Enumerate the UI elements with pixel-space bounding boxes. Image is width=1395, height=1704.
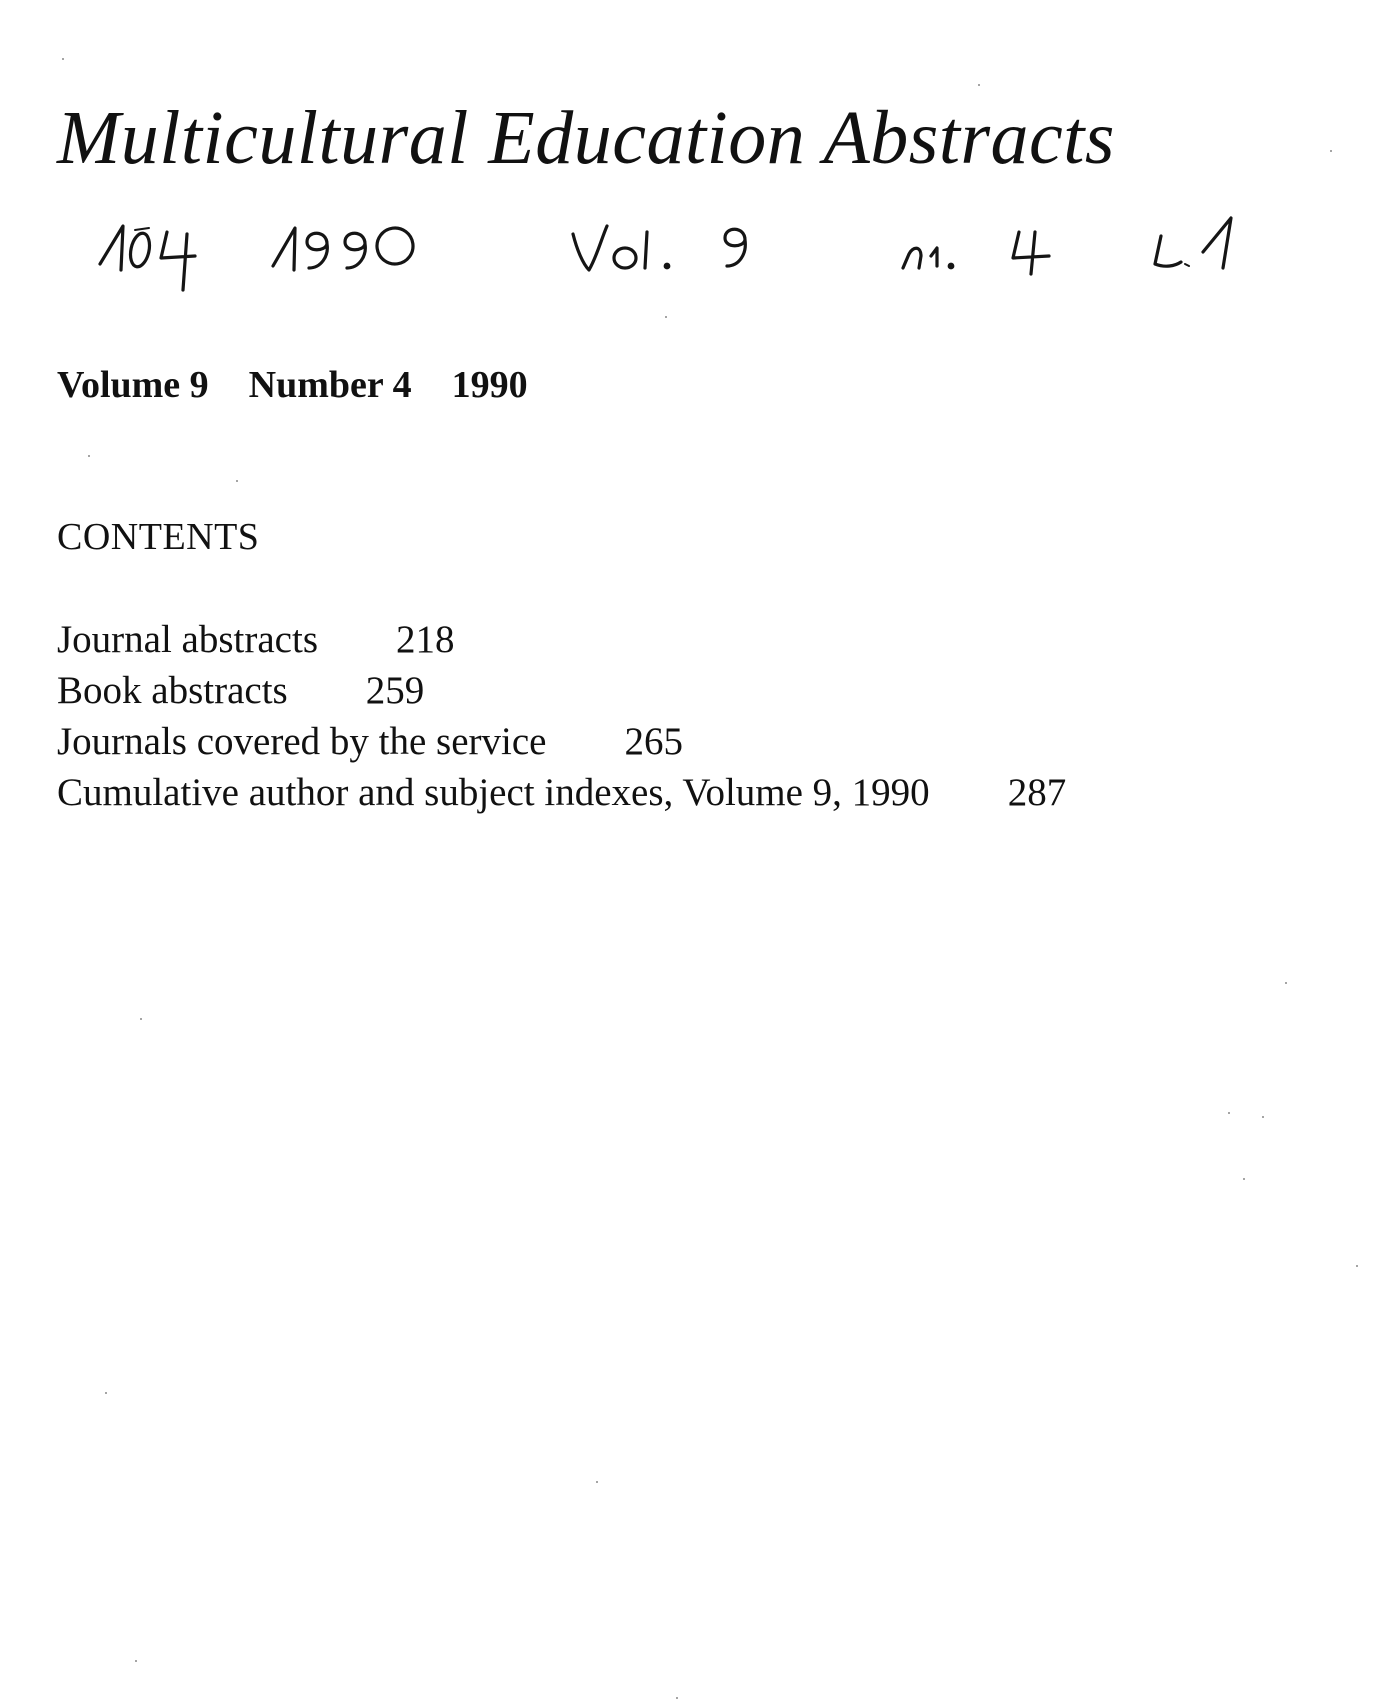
toc-entry-label: Book abstracts <box>57 669 288 712</box>
toc-entry-page: 265 <box>624 720 683 763</box>
scan-speck <box>1356 1265 1358 1267</box>
scan-speck <box>596 1481 598 1483</box>
toc-entry-label: Journal abstracts <box>57 618 319 661</box>
scan-speck <box>88 455 90 457</box>
toc-entry <box>57 614 1066 665</box>
scan-speck <box>1228 1112 1230 1114</box>
scan-speck <box>1330 150 1332 152</box>
issue-number: Number 4 <box>248 364 412 406</box>
scan-speck <box>676 1697 678 1699</box>
toc-entry <box>57 665 1066 716</box>
contents-heading: CONTENTS <box>57 516 260 558</box>
toc-entry-page: 259 <box>365 669 425 712</box>
scan-speck <box>140 1018 142 1020</box>
toc-entry-page: 218 <box>396 618 455 661</box>
scan-speck <box>1243 1178 1245 1180</box>
scan-speck <box>105 1392 107 1394</box>
journal-title: Multicultural Education Abstracts <box>57 96 1115 180</box>
toc-entry-label: Cumulative author and subject indexes, Volume 9, 1990 <box>57 771 930 814</box>
scan-speck <box>1262 1116 1264 1118</box>
table-of-contents <box>57 614 1066 818</box>
handwritten-catalog-note <box>95 212 1355 302</box>
scan-speck <box>236 480 238 482</box>
scan-speck <box>665 316 667 318</box>
issue-year: 1990 <box>451 364 528 406</box>
scan-speck <box>1285 982 1287 984</box>
scan-speck <box>978 84 980 86</box>
toc-entry <box>57 716 1066 767</box>
issue-volume: Volume 9 <box>57 364 209 406</box>
issue-line <box>57 366 528 404</box>
scan-speck <box>62 58 64 60</box>
toc-entry-label: Journals covered by the service <box>57 720 547 763</box>
toc-entry <box>57 767 1066 818</box>
toc-entry-page: 287 <box>1007 771 1067 814</box>
scan-speck <box>135 1660 137 1662</box>
